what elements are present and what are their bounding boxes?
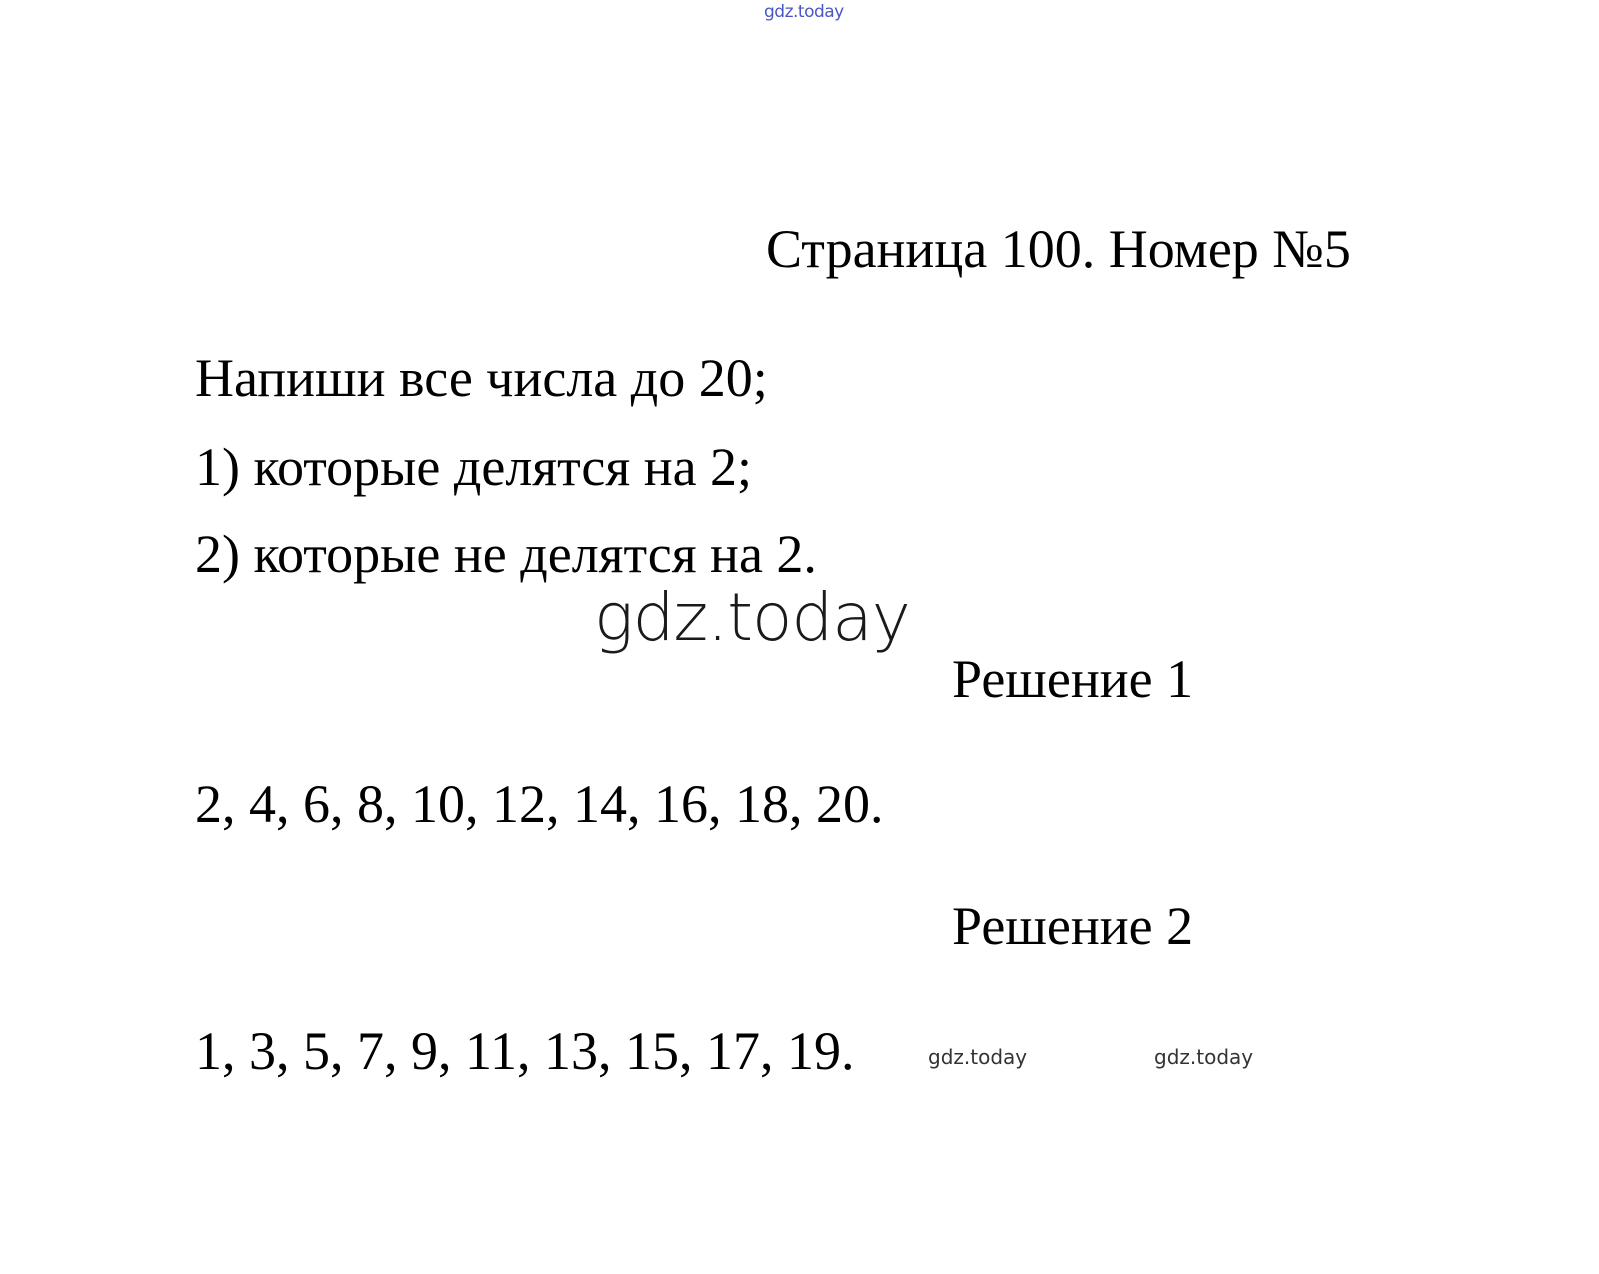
watermark-center: gdz.today: [594, 579, 910, 656]
task-statement: Напиши все числа до 20;: [195, 348, 768, 408]
watermark-bottom-right: gdz.today: [1154, 1045, 1254, 1069]
watermark-top: gdz.today: [764, 2, 844, 22]
watermark-bottom-left: gdz.today: [928, 1045, 1028, 1069]
solution-2-answer: 1, 3, 5, 7, 9, 11, 13, 15, 17, 19.: [195, 1021, 855, 1081]
solution-1-answer: 2, 4, 6, 8, 10, 12, 14, 16, 18, 20.: [195, 774, 884, 834]
solution-2-heading: Решение 2: [952, 896, 1194, 956]
solution-1-heading: Решение 1: [952, 649, 1194, 709]
page-title: Страница 100. Номер №5: [766, 219, 1351, 279]
task-part-1: 1) которые делятся на 2;: [195, 437, 753, 497]
task-part-2: 2) которые не делятся на 2.: [195, 524, 817, 584]
